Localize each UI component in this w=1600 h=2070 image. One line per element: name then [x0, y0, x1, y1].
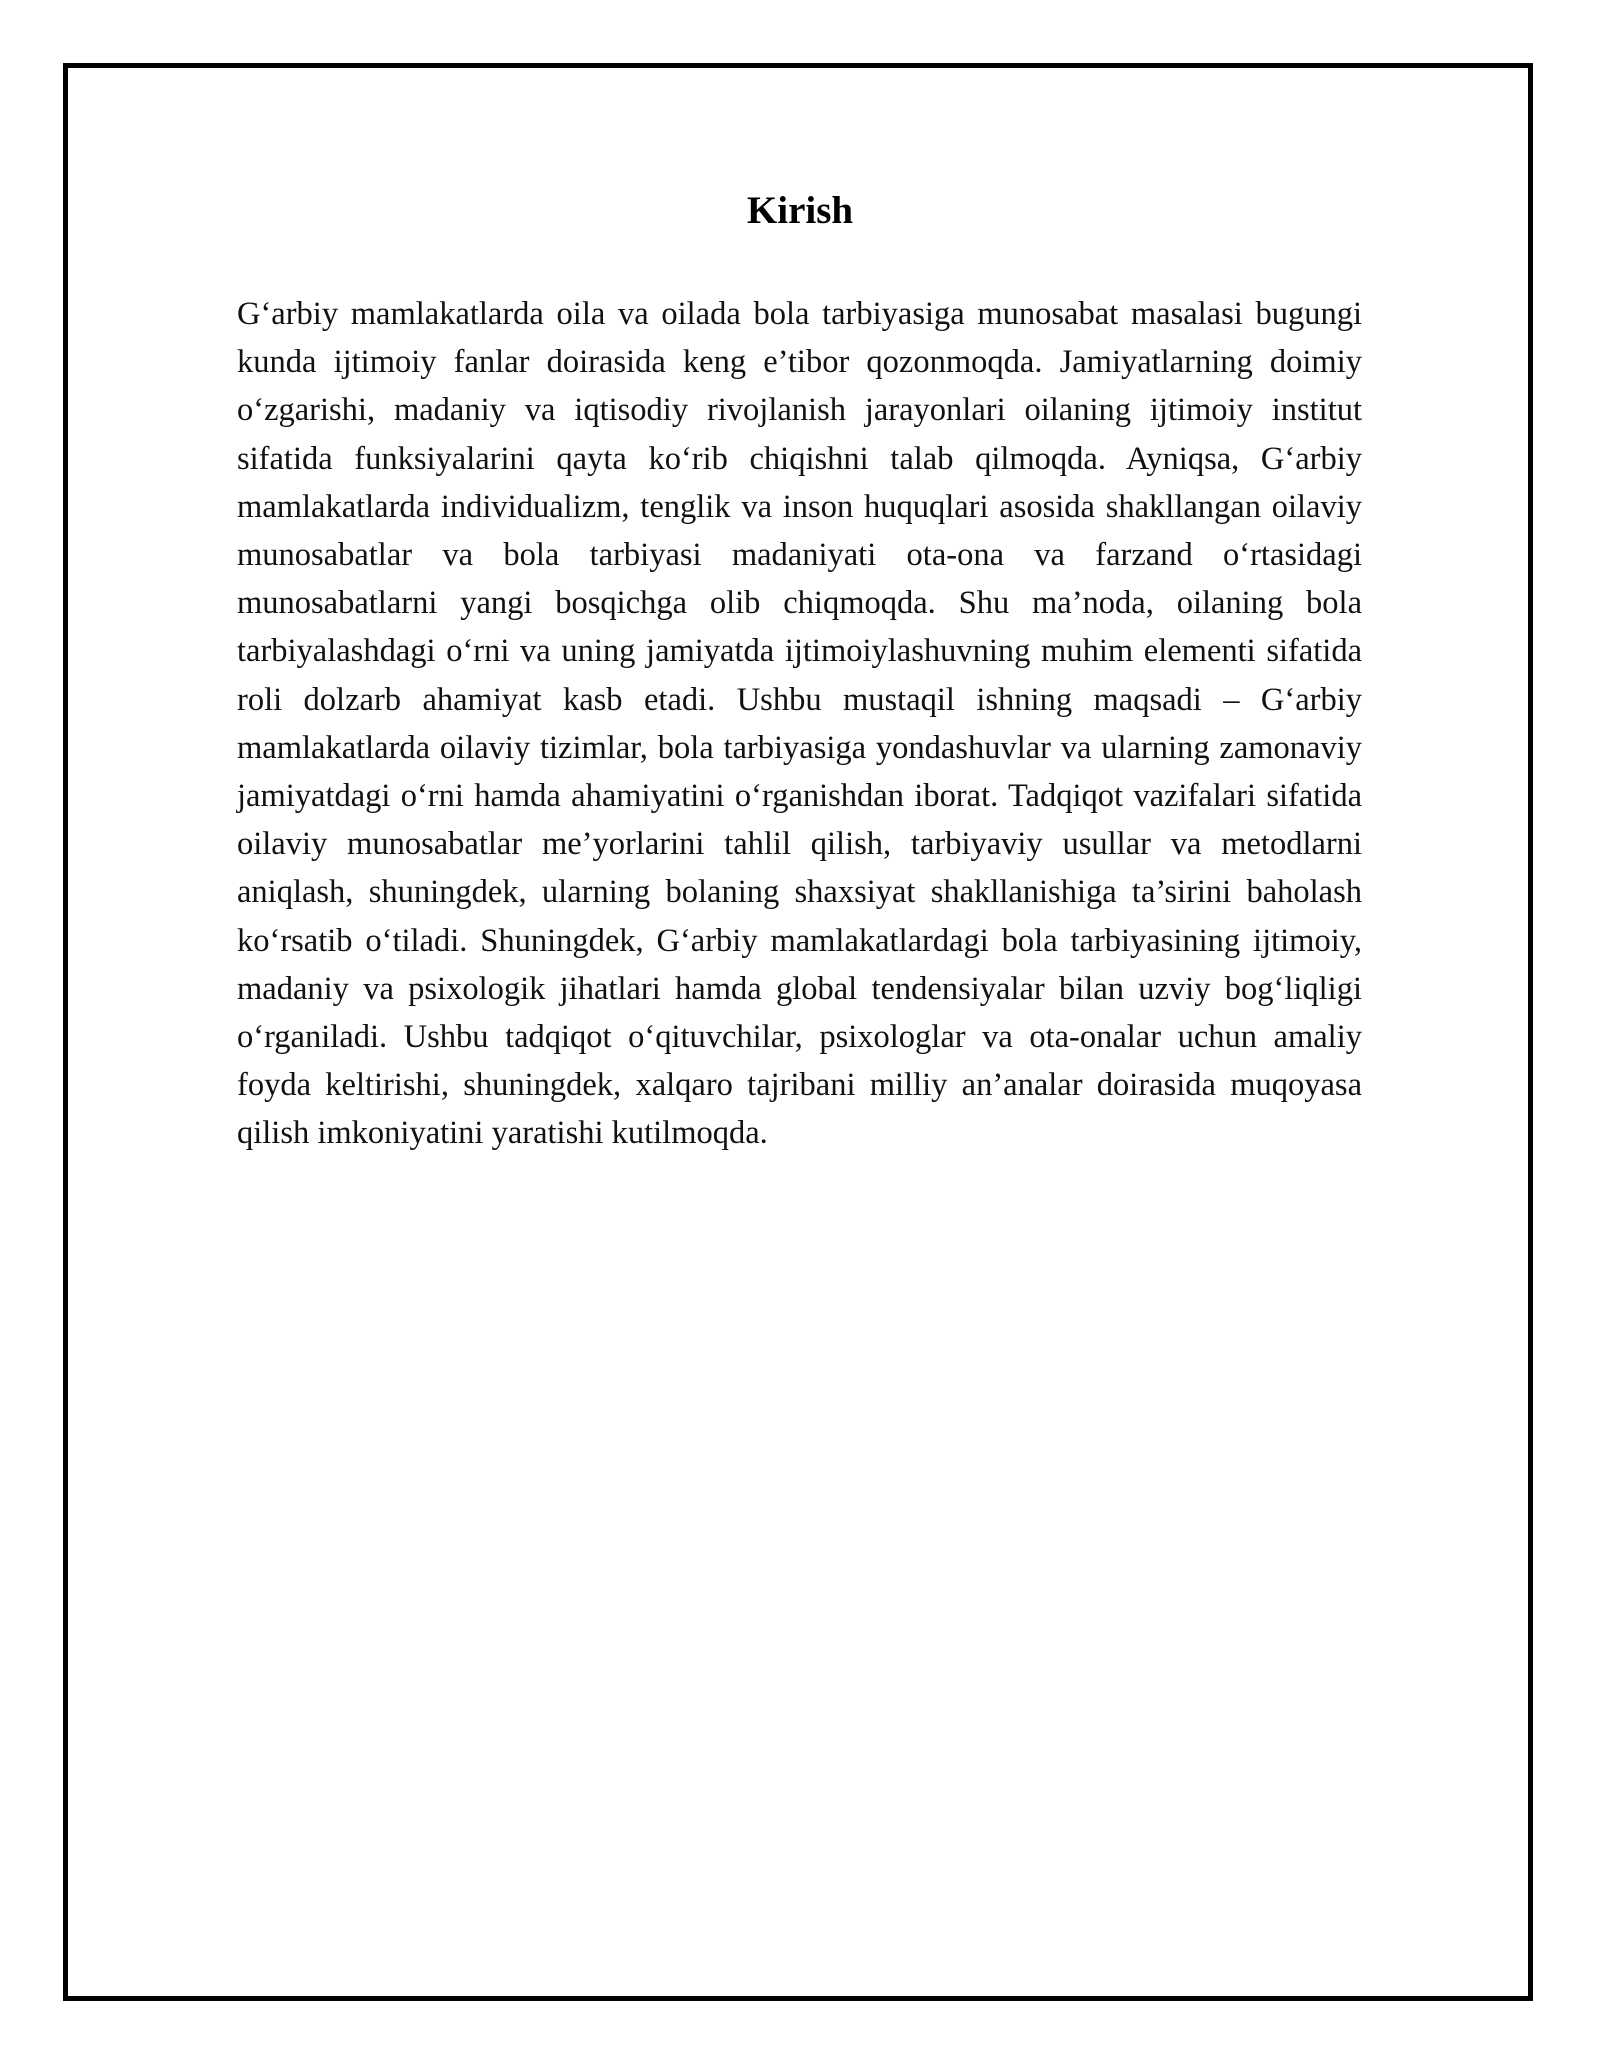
document-title: Kirish [746, 189, 854, 232]
body-paragraph: G‘arbiy mamlakatlarda oila va oilada bola tarbiyasiga munosabat masalasi bugungi kunda ijtimoiy fanlar doirasida keng e’tibor qozonmoqda. Jamiyatlarning doimiy o‘zgarishi, madaniy va iqtisodiy rivojlanish jarayonlari oilaning ijtimoiy institut sifatida funksiyalarini qayta ko‘rib chiqishni talab qilmoqda. Ayniqsa, G‘arbiy mamlakatlarda individualizm, tenglik va inson huquqlari asosida shakllangan oilaviy munosabatlar va bola tarbiyasi madaniyati ota-ona va farzand o‘rtasidagi munosabatlarni yangi bosqichga olib chiqmoqda. Shu ma’noda, oilaning bola tarbiyalashdagi o‘rni va uning jamiyatda ijtimoiylashuvning muhim elementi sifatida roli dolzarb ahamiyat kasb etadi. Ushbu mustaqil ishning maqsadi – G‘arbiy mamlakatlarda oilaviy tizimlar, bola tarbiyasiga yondashuvlar va ularning zamonaviy jamiyatdagi o‘rni hamda ahamiyatini o‘rganishdan iborat. Tadqiqot vazifalari sifatida oilaviy munosabatlar me’yorlarini tahlil qilish, tarbiyaviy usullar va metodlarni aniqlash, shuningdek, ularning bolaning shaxsiyat shakllanishiga ta’sirini baholash ko‘rsatib o‘tiladi. Shuningdek, G‘arbiy mamlakatlardagi bola tarbiyasining ijtimoiy, madaniy va psixologik jihatlari hamda global tendensiyalar bilan uzviy bog‘liqligi o‘rganiladi. Ushbu tadqiqot o‘qituvchilar, psixologlar va ota-onalar uchun amaliy foyda keltirishi, shuningdek, xalqaro tajribani milliy an’analar doirasida muqoyasa qilish imkoniyatini yaratishi kutilmoqda. [237, 296, 1362, 1152]
